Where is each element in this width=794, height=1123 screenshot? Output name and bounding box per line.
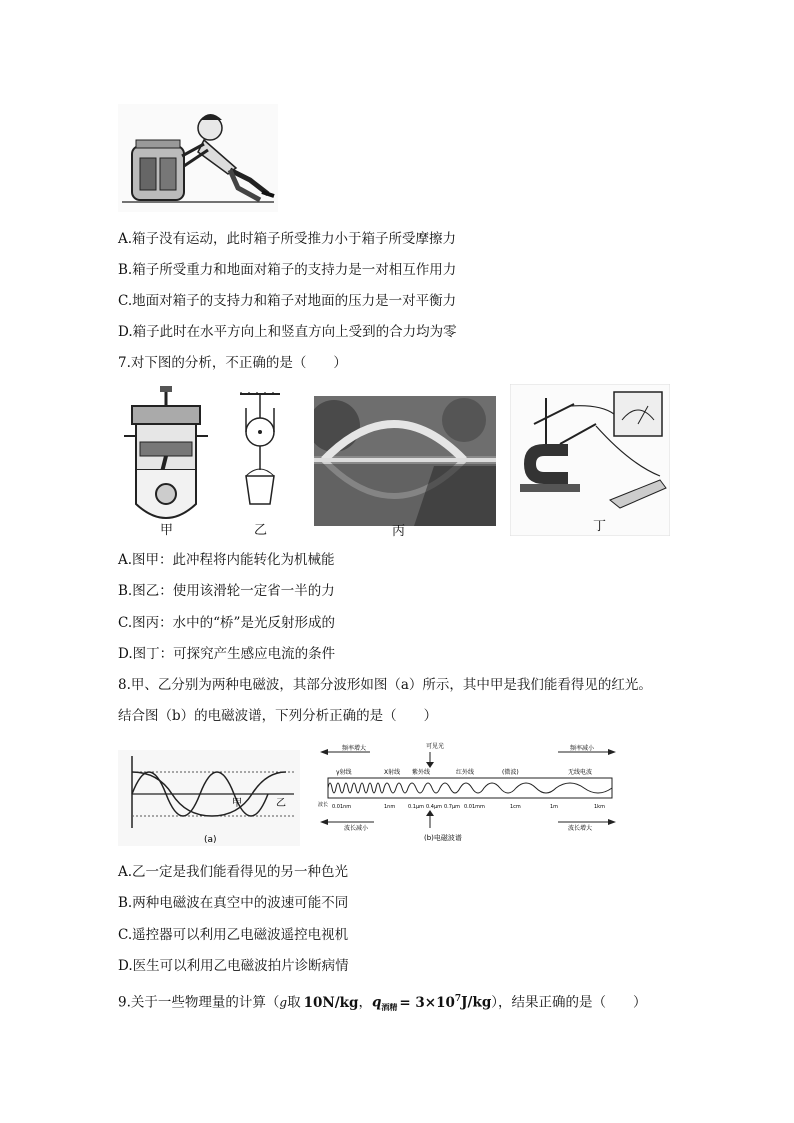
q8-stem-line2: 结合图（b）的电磁波谱，下列分析正确的是（ ） <box>118 708 438 724</box>
q8-option-c: C.遥控器可以利用乙电磁波遥控电视机 <box>118 927 349 943</box>
q9-q-exponent: 7 <box>454 994 462 1004</box>
figure-a-waves <box>118 750 300 846</box>
tick-3: 0.4μm <box>426 804 443 810</box>
tick-7: 1m <box>550 804 559 810</box>
spectrum-bottom-left: 波长减小 <box>344 825 369 832</box>
q6-option-a: A.箱子没有运动，此时箱子所受推力小于箱子所受摩擦力 <box>118 231 457 247</box>
figure-bing-bridge-photo <box>314 396 496 526</box>
figure-jia-engine <box>118 384 214 536</box>
fig-a-caption: (a) <box>204 835 217 845</box>
tick-6: 1cm <box>510 804 521 810</box>
q8-stem-line1: 8.甲、乙分别为两种电磁波，其部分波形如图（a）所示，其中甲是我们能看得见的红光。 <box>118 677 652 693</box>
q9-q-subscript: 酒精 <box>381 1002 398 1013</box>
spectrum-top-right: 频率减小 <box>570 745 595 752</box>
q8-option-b: B.两种电磁波在真空中的波速可能不同 <box>118 895 349 911</box>
wave-label-jia: 甲 <box>232 798 242 809</box>
q6-option-b: B.箱子所受重力和地面对箱子的支持力是一对相互作用力 <box>118 262 457 278</box>
q7-stem: 7.对下图的分析，不正确的是（ ） <box>118 355 347 371</box>
figure-b-spectrum <box>318 740 618 846</box>
q7-option-a: A.图甲：此冲程将内能转化为机械能 <box>118 552 335 568</box>
q9-g-text: 取 <box>287 994 301 1011</box>
q8-option-a: A.乙一定是我们能看得见的另一种色光 <box>118 864 349 880</box>
q9-g-symbol: g <box>279 995 288 1010</box>
figure-yi-pulley <box>232 392 288 510</box>
figure-pushing-box <box>118 104 278 212</box>
spectrum-axis-title: 波长 <box>318 802 329 808</box>
q6-option-c: C.地面对箱子的支持力和箱子对地面的压力是一对平衡力 <box>118 293 457 309</box>
tick-4: 0.7μm <box>444 804 461 810</box>
caption-jia: 甲 <box>160 523 174 538</box>
q9-stem <box>118 990 647 1016</box>
fig-b-caption: (b)电磁波谱 <box>424 834 462 842</box>
q9-q-unit: J/kg <box>461 994 492 1011</box>
spectrum-visible-label: 可见光 <box>426 743 445 750</box>
tick-8: 1km <box>594 804 605 810</box>
q9-q-symbol: q <box>371 994 382 1011</box>
tick-1: 1nm <box>384 804 396 810</box>
band-gamma: γ射线 <box>336 769 352 776</box>
band-uv: 紫外线 <box>412 769 431 776</box>
band-radio: 无线电波 <box>568 769 593 776</box>
spectrum-top-left: 频率增大 <box>342 745 367 752</box>
band-xray: X射线 <box>384 769 401 776</box>
q7-option-d: D.图丁：可探究产生感应电流的条件 <box>118 646 336 662</box>
q7-option-b: B.图乙：使用该滑轮一定省一半的力 <box>118 583 335 599</box>
tick-5: 0.01mm <box>464 804 485 810</box>
caption-ding: 丁 <box>593 519 607 534</box>
band-microwave: (微波) <box>502 769 519 776</box>
tick-2: 0.1μm <box>408 804 425 810</box>
figure-ding-induction <box>510 384 670 536</box>
band-ir: 红外线 <box>456 769 475 776</box>
q9-g-value: 10N/kg <box>303 994 359 1011</box>
tick-0: 0.01nm <box>332 804 352 810</box>
q9-separator: ， <box>358 994 372 1011</box>
q9-q-value: = 3×10 <box>399 994 455 1011</box>
q9-prefix: 9.关于一些物理量的计算（ <box>118 994 280 1011</box>
q7-option-c: C.图丙：水中的“桥”是光反射形成的 <box>118 615 335 631</box>
q9-suffix: ），结果正确的是（ ） <box>491 994 647 1011</box>
spectrum-bottom-right: 波长增大 <box>568 825 593 832</box>
wave-label-yi: 乙 <box>276 798 286 809</box>
caption-bing: 丙 <box>392 524 406 539</box>
q6-option-d: D.箱子此时在水平方向上和竖直方向上受到的合力均为零 <box>118 324 457 340</box>
caption-yi: 乙 <box>254 523 268 538</box>
q8-option-d: D.医生可以利用乙电磁波拍片诊断病情 <box>118 958 349 974</box>
